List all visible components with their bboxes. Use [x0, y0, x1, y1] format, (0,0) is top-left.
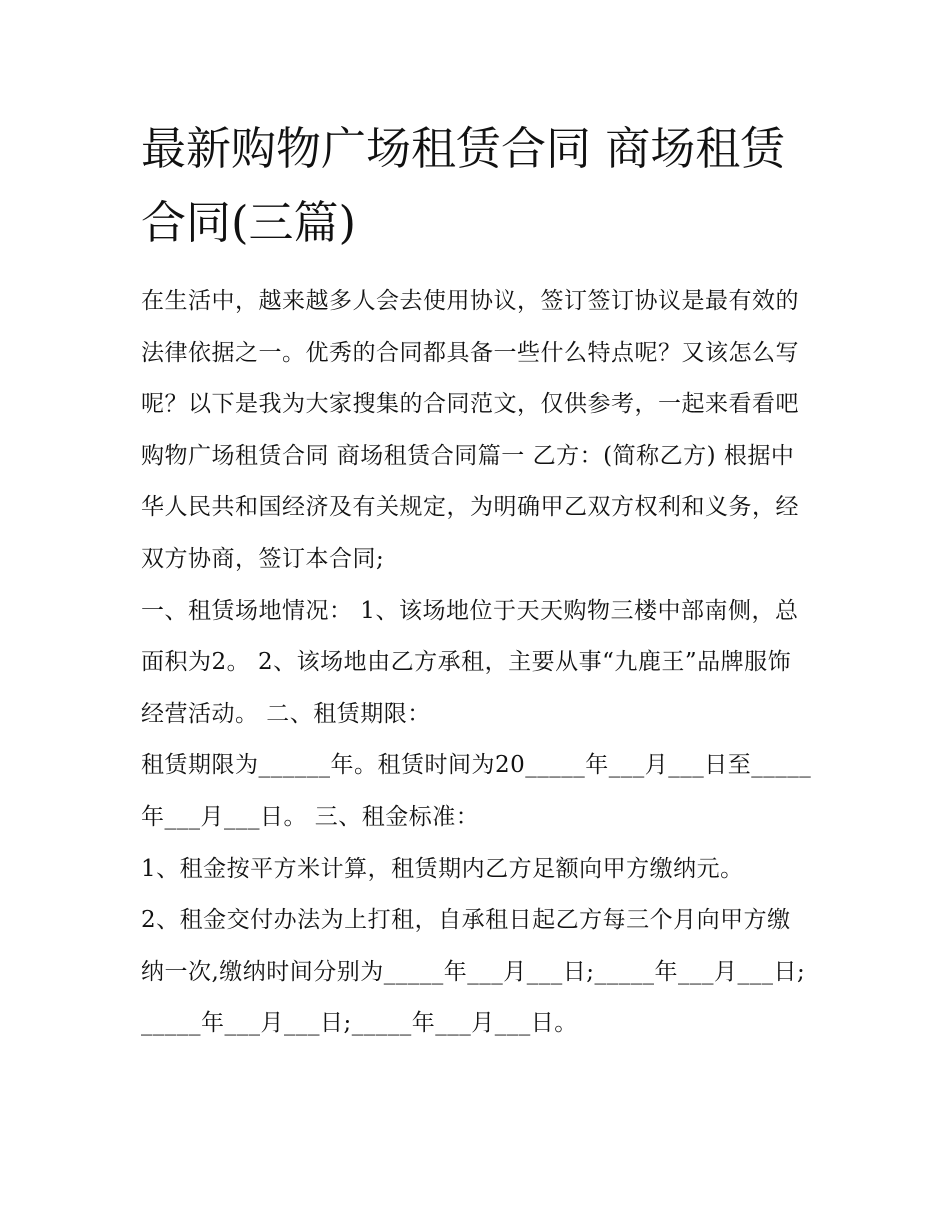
paragraph-site-info: 一、租赁场地情况： 1、该场地位于天天购物三楼中部南侧，总面积为2。 2、该场地由乙方承租，主要从事“九鹿王”品牌服饰经营活动。 二、租赁期限： — [141, 597, 799, 727]
paragraph-lease-term: 租赁期限为______年。租赁时间为20_____年___月___日至_____年___月___日。 三、租金标准： — [141, 752, 812, 830]
paragraph-intro: 在生活中，越来越多人会去使用协议，签订签订协议是最有效的法律依据之一。优秀的合同都具备一些什么特点呢？又该怎么写呢？以下是我为大家搜集的合同范文，仅供参考，一起来看看吧 — [141, 288, 799, 418]
document-title: 最新购物广场租赁合同 商场租赁合同(三篇) — [141, 122, 786, 249]
paragraph-rent-payment: 2、租金交付办法为上打租，自承租日起乙方每三个月向甲方缴纳一次,缴纳时间分别为_____年___月___日;_____年___月___日;_____年___月___日;_____年___月___日。 — [141, 907, 806, 1037]
paragraph-contract-opening: 购物广场租赁合同 商场租赁合同篇一 乙方：(简称乙方) 根据中华人民共和国经济及有关规定，为明确甲乙双方权利和义务，经双方协商，签订本合同; — [141, 442, 799, 572]
paragraph-rent-calculation: 1、租金按平方米计算，租赁期内乙方足额向甲方缴纳元。 — [141, 855, 744, 882]
document-body — [141, 276, 813, 1050]
